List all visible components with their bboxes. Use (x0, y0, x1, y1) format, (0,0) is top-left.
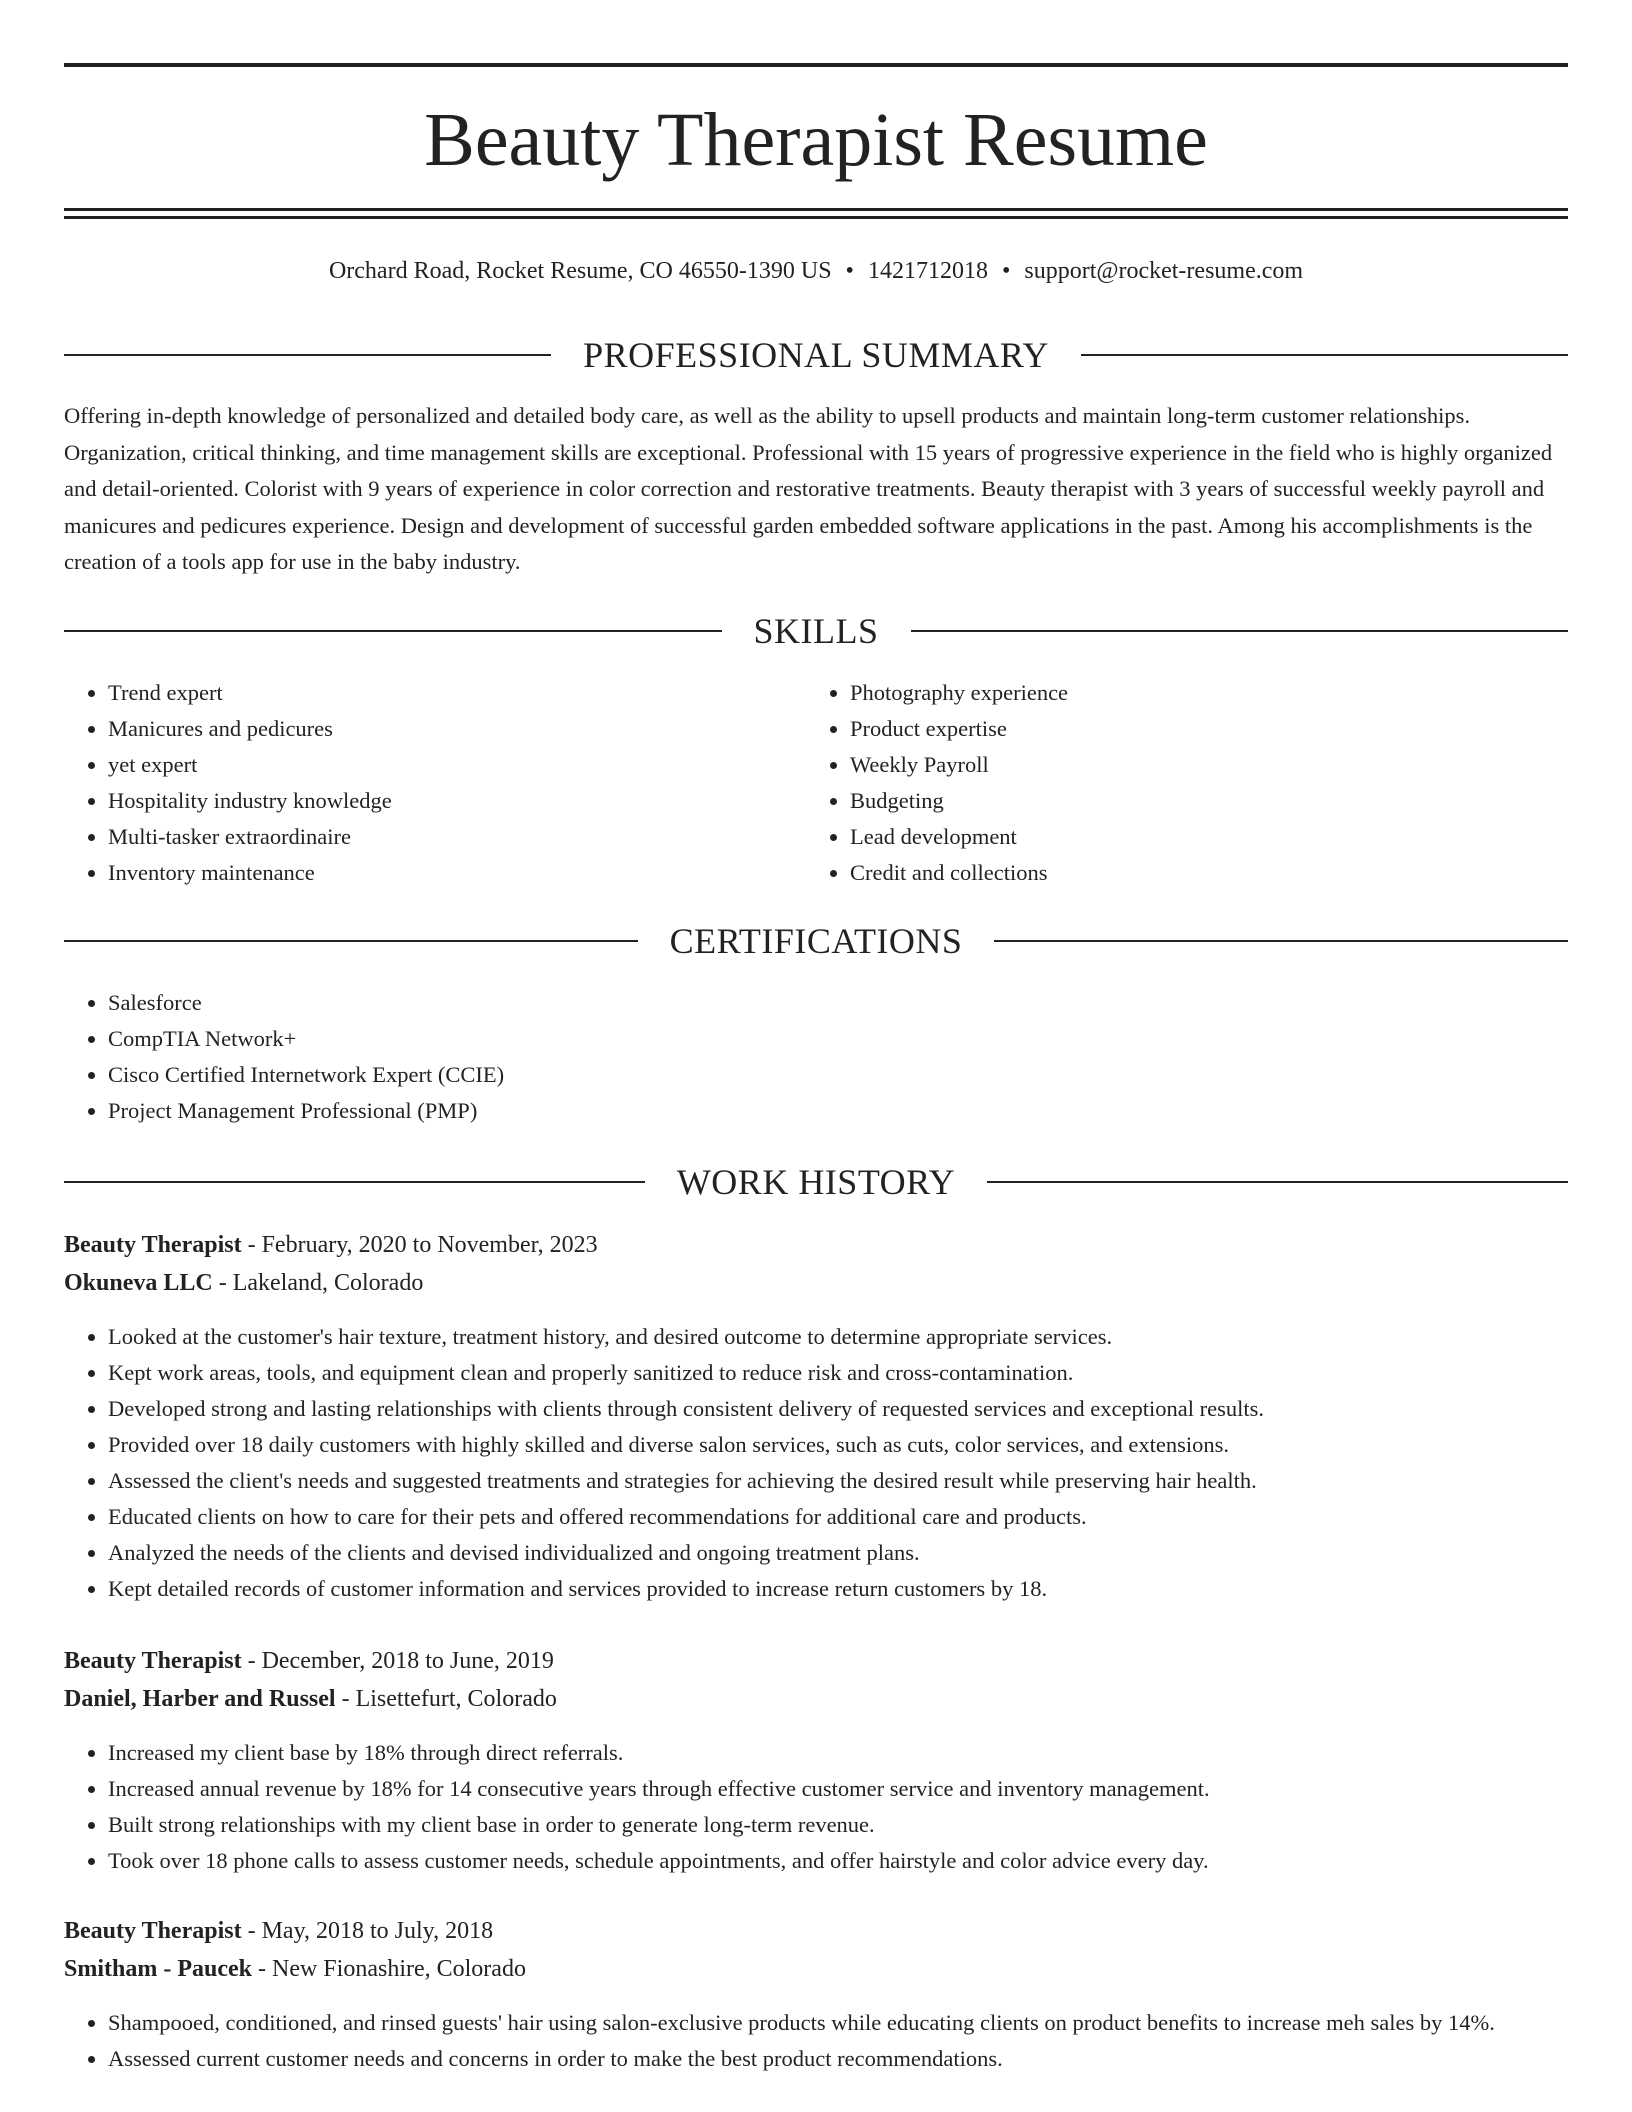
job-company-line (64, 1680, 1568, 1718)
job-location: - Lisettefurt, Colorado (335, 1686, 557, 1712)
job-duty-item: • Kept detailed records of customer information and services provided to increase return customers by 18. (108, 1571, 1568, 1607)
section-heading-label: CERTIFICATIONS (669, 921, 963, 961)
certification-item: • CompTIA Network+ (108, 1021, 1568, 1057)
skills-column-left (64, 675, 764, 891)
job-title-line (64, 1912, 1568, 1950)
top-rule (64, 63, 1568, 67)
job-company: Okuneva LLC (64, 1270, 213, 1296)
contact-separator: • (1001, 258, 1011, 284)
job-entry (64, 1642, 1568, 1879)
skill-item: • Manicures and pedicures (108, 711, 764, 747)
heading-rule-right (987, 1181, 1568, 1183)
skill-item: • Trend expert (108, 675, 764, 711)
section-heading-work-history (64, 1158, 1568, 1206)
job-title: Beauty Therapist (64, 1918, 242, 1944)
job-duties-list (64, 2005, 1568, 2077)
certification-item: • Salesforce (108, 985, 1568, 1021)
job-duty-item: • Built strong relationships with my client base in order to generate long-term revenue. (108, 1807, 1568, 1843)
job-title-line (64, 1226, 1568, 1264)
skills-list-left (64, 675, 764, 891)
job-duties-list (64, 1735, 1568, 1879)
skill-item: • Weekly Payroll (850, 747, 1506, 783)
skills-column-right (806, 675, 1506, 891)
heading-rule-right (1081, 354, 1568, 356)
job-duty-item: • Analyzed the needs of the clients and devised individualized and ongoing treatment plans. (108, 1535, 1568, 1571)
job-duty-item: • Assessed current customer needs and concerns in order to make the best product recommendations. (108, 2041, 1568, 2077)
section-heading-label: PROFESSIONAL SUMMARY (583, 335, 1049, 375)
job-duty-item: • Looked at the customer's hair texture, treatment history, and desired outcome to determine appropriate services. (108, 1319, 1568, 1355)
heading-rule-left (64, 940, 638, 942)
job-duty-item: • Increased my client base by 18% through direct referrals. (108, 1735, 1568, 1771)
summary-paragraph: Offering in-depth knowledge of personalized and detailed body care, as well as the ability to upsell products and maintain long-term customer relationships. Organization, critical thinking, and time management skills are exceptional. Professional with 15 years of progressive experience in the field who is highly organized and detail-oriented. Colorist with 9 years of experience in color correction and restorative treatments. Beauty therapist with 3 years of successful weekly payroll and manicures and pedicures experience. Design and development of successful garden embedded software applications in the past. Among his accomplishments is the creation of a tools app for use in the baby industry. (64, 403, 1553, 574)
skill-item: • Multi-tasker extraordinaire (108, 819, 764, 855)
certifications-list (64, 985, 1568, 1129)
job-duty-item: • Shampooed, conditioned, and rinsed guests' hair using salon-exclusive products while educating clients on product benefits to increase meh sales by 14%. (108, 2005, 1568, 2041)
job-duty-item: • Educated clients on how to care for their pets and offered recommendations for additional care and products. (108, 1499, 1568, 1535)
skill-item: • Budgeting (850, 783, 1506, 819)
heading-rule-left (64, 354, 551, 356)
job-duty-item: • Took over 18 phone calls to assess customer needs, schedule appointments, and offer hairstyle and color advice every day. (108, 1843, 1568, 1879)
section-heading-label: SKILLS (753, 611, 879, 651)
title-rule-upper (64, 208, 1568, 211)
skill-item: • Hospitality industry knowledge (108, 783, 764, 819)
job-company: Daniel, Harber and Russel (64, 1686, 336, 1712)
job-duty-item: • Kept work areas, tools, and equipment clean and properly sanitized to reduce risk and cross-contamination. (108, 1355, 1568, 1391)
job-company-line (64, 1950, 1568, 1988)
certification-item: • Project Management Professional (PMP) (108, 1093, 1568, 1129)
contact-separator: • (845, 258, 854, 284)
page-title: Beauty Therapist Resume (424, 98, 1208, 182)
contact-phone: 1421712018 (867, 258, 988, 284)
heading-rule-right (994, 940, 1568, 942)
section-heading-certifications (64, 917, 1568, 965)
job-entry (64, 1226, 1568, 1607)
job-dates: - May, 2018 to July, 2018 (241, 1918, 494, 1944)
section-heading-skills (64, 607, 1568, 655)
skills-list-right (806, 675, 1506, 891)
skill-item: • Lead development (850, 819, 1506, 855)
certifications-block (64, 985, 1568, 1129)
job-company-line (64, 1264, 1568, 1302)
contact-line (64, 253, 1568, 289)
job-entry (64, 1912, 1568, 2077)
job-location: - New Fionashire, Colorado (252, 1956, 526, 1982)
skill-item: • Inventory maintenance (108, 855, 764, 891)
job-company: Smitham - Paucek (64, 1956, 252, 1982)
job-duty-item: • Developed strong and lasting relationships with clients through consistent delivery of requested services and exceptional results. (108, 1391, 1568, 1427)
skill-item: • yet expert (108, 747, 764, 783)
contact-address: Orchard Road, Rocket Resume, CO 46550-1390 US (328, 258, 832, 284)
title-rule-lower (64, 216, 1568, 219)
job-duty-item: • Assessed the client's needs and suggested treatments and strategies for achieving the desired result while preserving hair health. (108, 1463, 1568, 1499)
job-title-line (64, 1642, 1568, 1680)
job-duty-item: • Increased annual revenue by 18% for 14 consecutive years through effective customer service and inventory management. (108, 1771, 1568, 1807)
job-dates: - February, 2020 to November, 2023 (241, 1232, 598, 1258)
section-heading-summary (64, 331, 1568, 379)
job-dates: - December, 2018 to June, 2019 (241, 1648, 554, 1674)
heading-rule-right (911, 630, 1569, 632)
skill-item: • Credit and collections (850, 855, 1506, 891)
section-heading-label: WORK HISTORY (676, 1162, 956, 1202)
job-duty-item: • Provided over 18 daily customers with highly skilled and diverse salon services, such as cuts, color services, and extensions. (108, 1427, 1568, 1463)
job-duties-list (64, 1319, 1568, 1607)
job-title: Beauty Therapist (64, 1232, 242, 1258)
heading-rule-left (64, 630, 722, 632)
heading-rule-left (64, 1181, 645, 1183)
contact-email: support@rocket-resume.com (1024, 258, 1304, 284)
job-location: - Lakeland, Colorado (212, 1270, 424, 1296)
skill-item: • Product expertise (850, 711, 1506, 747)
certification-item: • Cisco Certified Internetwork Expert (CCIE) (108, 1057, 1568, 1093)
skill-item: • Photography experience (850, 675, 1506, 711)
job-title: Beauty Therapist (64, 1648, 242, 1674)
